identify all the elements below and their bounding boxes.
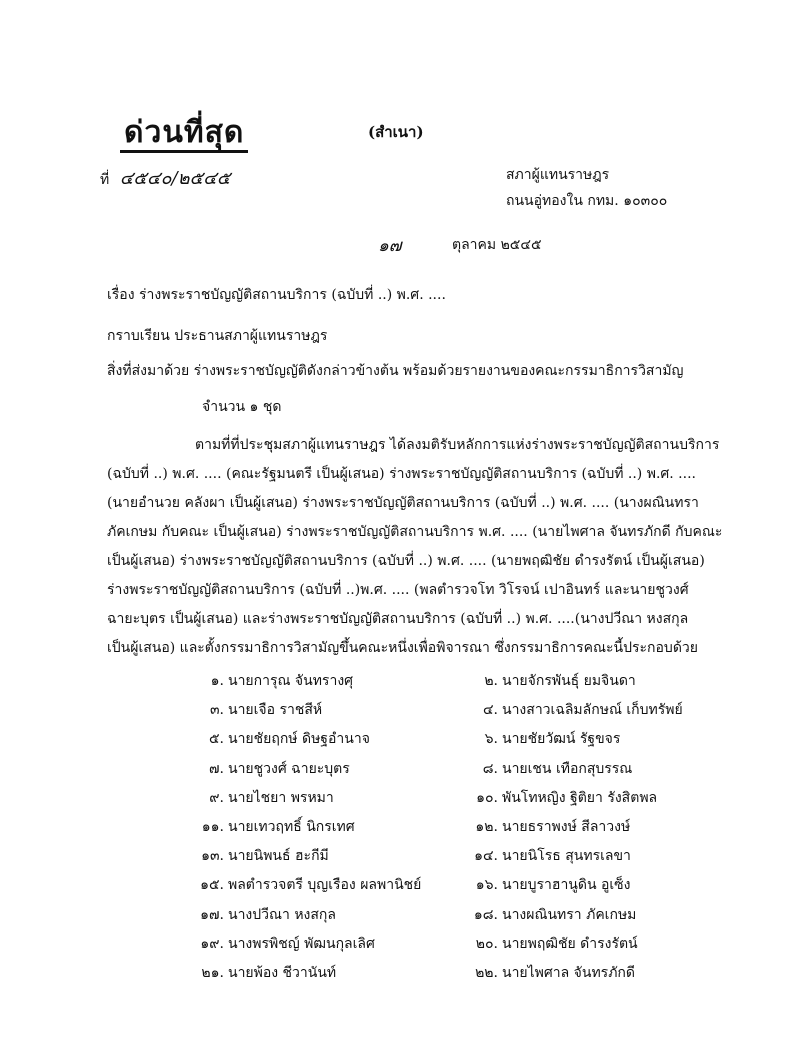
member-name: พันโทหญิง ฐิติยา รังสิตพล [502,789,658,806]
member-number: ๑๘. [473,906,498,923]
member-number: ๑๒. [475,818,498,835]
member-entry [464,787,657,809]
member-number: ๒๒. [475,964,498,981]
member-entry [464,874,631,896]
member-name: นายเชน เทือกสุบรรณ [502,760,633,777]
member-number: ๑๗. [200,906,224,923]
member-name: นายพ้อง ชีวานันท์ [228,964,337,981]
member-name: นายนิโรธ สุนทรเลขา [502,848,631,865]
member-number: ๔. [482,702,498,719]
member-row [190,962,660,991]
member-name: นายเทวฤทธิ์ นิกรเทศ [228,818,355,835]
reference-value: ๔๕๔๐/๒๕๔๕ [119,168,231,189]
member-number: ๒๐. [475,935,498,952]
member-number: ๕. [208,731,224,748]
member-entry [190,787,334,809]
member-name: นางสาวเฉลิมลักษณ์ เก็บทรัพย์ [502,702,683,719]
member-name: นายนิพนธ์ ฮะกีมี [228,848,329,865]
member-name: นายบูราฮานูดิน อูเซ็ง [502,877,631,894]
urgency-stamp: ด่วนที่สุด [120,116,248,153]
member-row [190,904,660,933]
member-number: ๓. [209,702,224,719]
member-name: นายจักรพันธุ์ ยมจินดา [502,673,636,689]
member-entry [464,962,635,984]
member-row [190,874,660,903]
member-name: นายชัยฤกษ์ ดิษฐอำนาจ [228,731,370,748]
copy-mark: (สำเนา) [368,123,424,141]
member-number: ๒. [484,673,498,689]
member-name: นายชูวงศ์ ฉายะบุตร [228,760,350,777]
member-number: ๙. [209,789,224,806]
member-number: ๑๙. [200,935,224,952]
salutation: กราบเรียน ประธานสภาผู้แทนราษฎร [107,328,328,344]
body-line: ตามที่ที่ประชุมสภาผู้แทนราษฎร ได้ลงมติรับหลักการแห่งร่างพระราชบัญญัติสถานบริการ [195,437,720,453]
member-number: ๑๖. [475,877,498,894]
member-name: นางพรพิชญ์ พัฒนกุลเลิศ [228,935,375,952]
body-line: ร่างพระราชบัญญัติสถานบริการ (ฉบับที่ ..)พ.ศ. .... (พลตำรวจโท วิโรจน์ เปาอินทร์ และนายชูวงศ์ [107,582,689,598]
member-entry [190,670,353,692]
member-entry [464,758,632,780]
member-name: นายชัยวัฒน์ รัฐขจร [502,731,621,748]
member-entry [190,933,375,955]
member-row [190,787,660,816]
reference-prefix: ที่ [100,172,110,188]
enclosure-line: สิ่งที่ส่งมาด้วย ร่างพระราชบัญญัติดังกล่าวข้างต้น พร้อมด้วยรายงานของคณะกรรมาธิการวิสามัญ [107,363,684,379]
member-entry [464,670,636,692]
member-row [190,845,660,874]
member-row [190,933,660,962]
member-number: ๑๔. [474,848,498,865]
member-entry [190,845,329,867]
member-entry [190,962,336,984]
member-number: ๘. [482,760,498,777]
member-row [190,728,660,757]
member-name: นายเจือ ราชสีห์ [228,702,323,719]
body-line: เป็นผู้เสนอ) ร่างพระราชบัญญัติสถานบริการ (ฉบับที่ ..) พ.ศ. .... (นายพฤฒิชัย ดำรงรัตน์ เป็นผู้เสนอ) [107,553,705,569]
address-line-1: สภาผู้แทนราษฎร [506,167,610,183]
member-row [190,816,660,845]
member-entry [464,904,636,926]
member-entry [464,728,620,750]
body-line: ฉายะบุตร เป็นผู้เสนอ) และร่างพระราชบัญญัติสถานบริการ (ฉบับที่ ..) พ.ศ. ....(นางปวีณา หงสกุล [107,611,689,627]
enclosure-quantity: จำนวน ๑ ชุด [202,399,282,415]
member-entry [190,904,336,926]
member-entry [190,816,355,838]
member-number: ๑. [210,673,224,689]
member-entry [464,845,631,867]
member-row [190,699,683,728]
member-name: นายไพศาล จันทรภักดี [502,964,635,981]
member-row [190,670,660,699]
member-number: ๗. [209,760,224,777]
member-number: ๑๑. [201,818,224,835]
body-line: เป็นผู้เสนอ) และตั้งกรรมาธิการวิสามัญขึ้นคณะหนึ่งเพื่อพิจารณา ซึ่งกรรมาธิการคณะนี้ประกอบด้วย [107,640,698,656]
committee-member-list [190,670,683,991]
member-row [190,758,660,787]
member-entry [464,933,638,955]
body-line: ภัคเกษม กับคณะ เป็นผู้เสนอ) ร่างพระราชบัญญัติสถานบริการ พ.ศ. .... (นายไพศาล จันทรภักดี กับคณะ [107,524,723,540]
member-name: นายการุณ จันทรางศุ [228,673,354,689]
body-line: (นายอำนวย คลังผา เป็นผู้เสนอ) ร่างพระราชบัญญัติสถานบริการ (ฉบับที่ ..) พ.ศ. .... (นางผณินทรา [107,495,699,511]
member-entry [464,816,630,838]
address-line-2: ถนนอู่ทองใน กทม. ๑๐๓๐๐ [506,193,668,209]
member-entry [190,728,370,750]
body-line: (ฉบับที่ ..) พ.ศ. .... (คณะรัฐมนตรี เป็นผู้เสนอ) ร่างพระราชบัญญัติสถานบริการ (ฉบับที่ ..) พ.ศ. .... [107,466,696,482]
member-name: พลตำรวจตรี บุญเรือง ผลพานิชย์ [228,877,422,894]
member-name: นายธราพงษ์ สีลาวงษ์ [502,818,631,835]
member-name: นางผณินทรา ภัคเกษม [502,906,637,923]
member-number: ๑๐. [476,789,498,806]
member-name: นายพฤฒิชัย ดำรงรัตน์ [502,935,638,952]
member-number: ๑๕. [200,877,224,894]
date-day: ๑๗ [378,236,402,256]
member-entry [190,699,322,721]
member-number: ๑๓. [201,848,224,865]
member-name: นายไชยา พรหมา [228,789,334,806]
subject-line: เรื่อง ร่างพระราชบัญญัติสถานบริการ (ฉบับที่ ..) พ.ศ. .... [107,287,446,303]
member-name: นางปวีณา หงสกุล [228,906,336,923]
reference-number [100,163,230,192]
member-entry [464,699,683,721]
member-entry [190,874,421,896]
date-month-year: ตุลาคม ๒๕๔๕ [452,237,542,253]
member-number: ๖. [484,731,498,748]
member-entry [190,758,350,780]
member-number: ๒๑. [201,964,224,981]
